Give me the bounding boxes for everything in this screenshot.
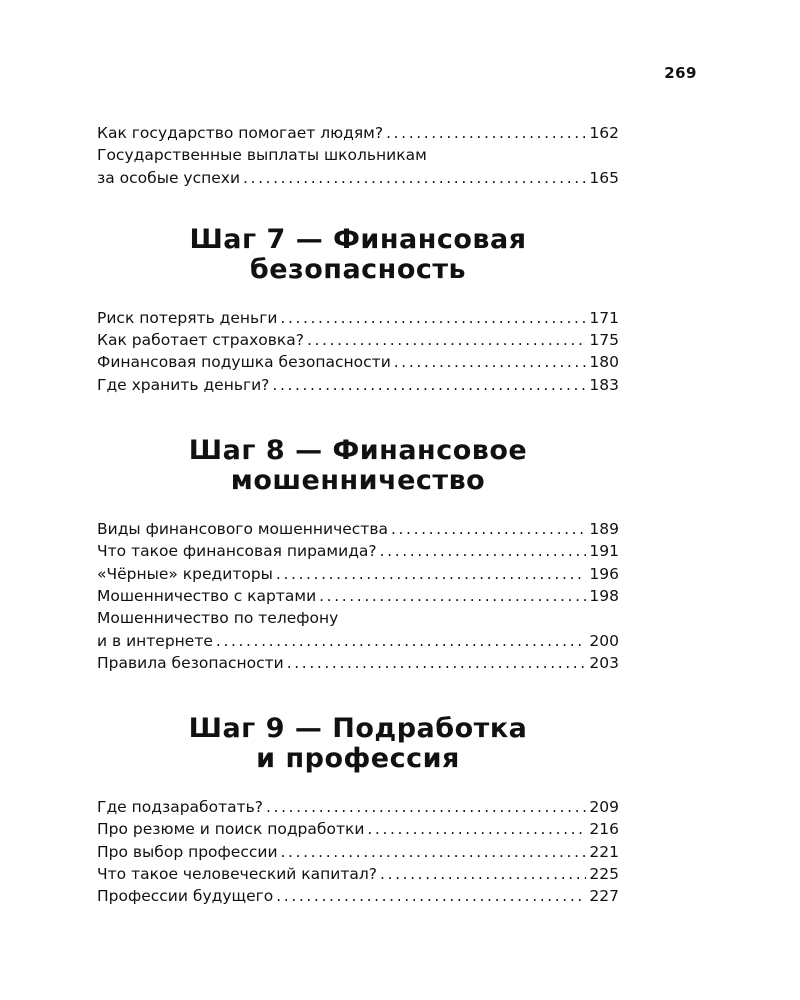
- toc-entry-title: Мошенничество с картами: [97, 586, 317, 605]
- toc-entry-page: 221: [589, 842, 619, 861]
- toc-entry-title: за особые успехи: [97, 168, 241, 187]
- toc-entry-title: Что такое человеческий капитал?: [97, 865, 378, 884]
- leader-dots: [266, 796, 586, 818]
- toc-entry-title: Как государство помогает людям?: [97, 124, 384, 142]
- leader-dots: [276, 885, 586, 907]
- toc-entry-title: Финансовая подушка безопасности: [97, 353, 391, 372]
- leader-dots: [272, 374, 586, 396]
- toc-entry[interactable]: [97, 329, 619, 351]
- toc-entry-page: 216: [589, 820, 619, 839]
- toc-entry-title-line1[interactable]: Мошенничество по телефону: [97, 609, 339, 628]
- toc-entry[interactable]: [97, 652, 619, 674]
- toc-entry-title: Профессии будущего: [97, 887, 274, 906]
- toc-entry-page: 225: [589, 865, 619, 884]
- leader-dots: [243, 167, 586, 189]
- toc-entry-page: 171: [589, 308, 619, 327]
- section-step-7: [97, 225, 619, 396]
- section-heading-line2: и профессия: [256, 743, 460, 775]
- toc-entry[interactable]: [97, 796, 619, 818]
- section-heading-line1: Шаг 7 — Финансовая: [189, 223, 527, 255]
- leader-dots: [391, 518, 586, 540]
- toc-entry[interactable]: [97, 885, 619, 907]
- section-heading-line1: Шаг 8 — Финансовое: [188, 435, 528, 467]
- toc-entry-page: 165: [589, 168, 619, 187]
- toc-entry-title: Как работает страховка?: [97, 331, 304, 350]
- section-step-9: [97, 714, 619, 907]
- leader-dots: [216, 630, 586, 652]
- leader-dots: [276, 563, 586, 585]
- toc-entry-title: Про резюме и поиск подработки: [97, 820, 365, 839]
- section-heading: [97, 714, 619, 774]
- section-heading-line2: мошенничество: [230, 465, 486, 497]
- toc-entry-title: Где хранить деньги?: [97, 375, 270, 394]
- toc-entry-title: Где подзаработать?: [97, 798, 264, 817]
- toc-entry[interactable]: [97, 122, 619, 144]
- toc-entry-page: 203: [589, 653, 619, 672]
- toc-entry-title-line1[interactable]: Государственные выплаты школьникам: [97, 146, 427, 165]
- toc-entry-page: 196: [589, 564, 619, 583]
- toc-entry[interactable]: [97, 540, 619, 562]
- toc-entry-title: Виды финансового мошенничества: [97, 520, 388, 539]
- toc-entry[interactable]: [97, 585, 619, 607]
- leader-dots: [280, 307, 586, 329]
- toc-entry[interactable]: [97, 351, 619, 373]
- leader-dots: [394, 351, 587, 373]
- section-step-8: [97, 436, 619, 674]
- leader-dots: [367, 818, 586, 840]
- page-number: 269: [664, 64, 697, 82]
- toc-entry[interactable]: [97, 563, 619, 585]
- toc-entry[interactable]: [97, 630, 619, 652]
- section-heading: [97, 225, 619, 285]
- toc-entry-title: Риск потерять деньги: [97, 308, 278, 327]
- section-heading-line2: безопасность: [249, 253, 467, 285]
- leader-dots: [307, 329, 586, 351]
- toc-entry-page: 175: [589, 331, 619, 350]
- toc-entry[interactable]: [97, 167, 619, 189]
- toc-entry[interactable]: [97, 863, 619, 885]
- section-heading-line1: Шаг 9 — Подработка: [188, 713, 528, 745]
- leader-dots: [380, 540, 587, 562]
- toc-entry[interactable]: [97, 841, 619, 863]
- section-entries: [97, 307, 619, 396]
- toc-entry-title: Правила безопасности: [97, 653, 284, 672]
- toc-entry-title: Про выбор профессии: [97, 842, 278, 861]
- toc-entry-title: и в интернете: [97, 631, 213, 650]
- leader-dots: [281, 841, 587, 863]
- toc-entry-title: Что такое финансовая пирамида?: [97, 542, 377, 561]
- toc-entry-page: 183: [589, 375, 619, 394]
- leader-dots: [380, 863, 586, 885]
- toc-entry[interactable]: [97, 307, 619, 329]
- toc-entry-title: «Чёрные» кредиторы: [97, 564, 273, 583]
- toc-group-top: [97, 122, 619, 189]
- toc-entry-page: 209: [589, 798, 619, 817]
- section-entries: [97, 518, 619, 674]
- toc-entry-page: 227: [589, 887, 619, 906]
- leader-dots: [386, 122, 586, 144]
- toc-entry-page: 162: [589, 124, 619, 142]
- table-of-contents: [97, 122, 619, 908]
- toc-entry[interactable]: [97, 818, 619, 840]
- toc-entry-page: 198: [589, 586, 619, 605]
- toc-entry-page: 189: [589, 520, 619, 539]
- toc-entry[interactable]: [97, 374, 619, 396]
- leader-dots: [319, 585, 586, 607]
- section-entries: [97, 796, 619, 907]
- section-heading: [97, 436, 619, 496]
- toc-entry-page: 200: [589, 631, 619, 650]
- toc-entry[interactable]: [97, 518, 619, 540]
- leader-dots: [287, 652, 587, 674]
- toc-entry-page: 180: [589, 353, 619, 372]
- toc-entry-page: 191: [589, 542, 619, 561]
